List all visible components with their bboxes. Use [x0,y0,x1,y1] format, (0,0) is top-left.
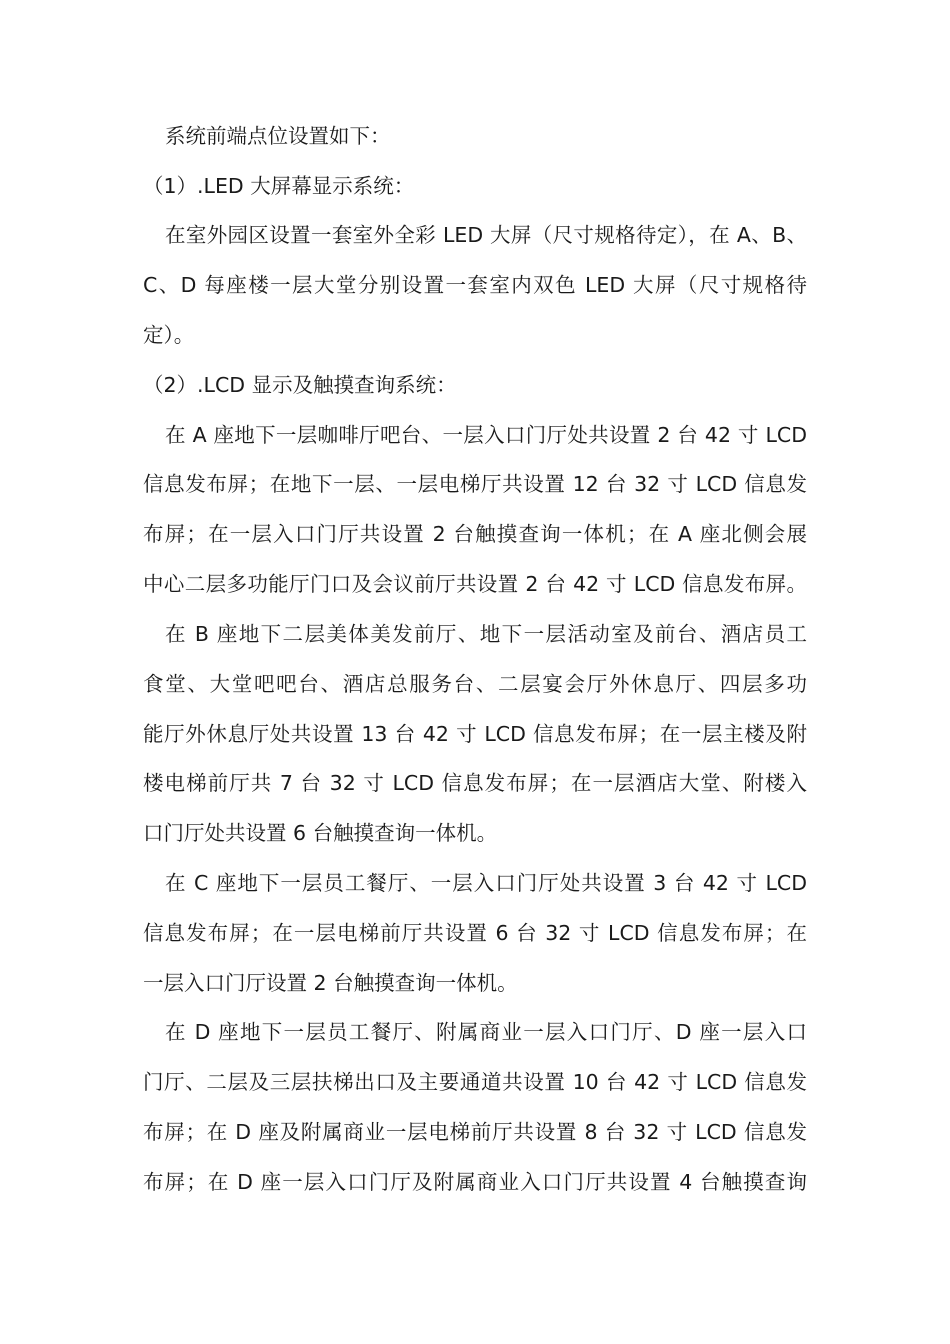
paragraph-line: 在 B 座地下二层美体美发前厅、地下一层活动室及前台、酒店员工 [165,622,807,646]
paragraph-line: 在 A 座地下一层咖啡厅吧台、一层入口门厅处共设置 2 台 42 寸 LCD [165,423,807,447]
paragraph-line: 信息发布屏；在地下一层、一层电梯厅共设置 12 台 32 寸 LCD 信息发 [143,472,807,496]
paragraph-line: 食堂、大堂吧吧台、酒店总服务台、二层宴会厅外休息厅、四层多功 [143,672,807,696]
paragraph-line: C、D 每座楼一层大堂分别设置一套室内双色 LED 大屏（尺寸规格待 [143,273,807,297]
paragraph-line: 门厅、二层及三层扶梯出口及主要通道共设置 10 台 42 寸 LCD 信息发 [143,1070,807,1094]
paragraph-line: 布屏；在 D 座及附属商业一层电梯前厅共设置 8 台 32 寸 LCD 信息发 [143,1120,807,1144]
paragraph-line: 楼电梯前厅共 7 台 32 寸 LCD 信息发布屏；在一层酒店大堂、附楼入 [143,771,807,795]
paragraph-line: 在 C 座地下一层员工餐厅、一层入口门厅处共设置 3 台 42 寸 LCD [165,871,807,895]
paragraph-line: 信息发布屏；在一层电梯前厅共设置 6 台 32 寸 LCD 信息发布屏；在 [143,921,807,945]
paragraph-line: 布屏；在一层入口门厅共设置 2 台触摸查询一体机；在 A 座北侧会展 [143,522,807,546]
paragraph-line: 布屏；在 D 座一层入口门厅及附属商业入口门厅共设置 4 台触摸查询 [143,1170,807,1194]
paragraph-line: 在室外园区设置一套室外全彩 LED 大屏（尺寸规格待定），在 A、B、 [165,223,807,247]
intro-heading: 系统前端点位设置如下： [165,124,391,148]
section-heading-led: （1）.LED 大屏幕显示系统： [143,174,415,198]
paragraph-line: 在 D 座地下一层员工餐厅、附属商业一层入口门厅、D 座一层入口 [165,1020,807,1044]
paragraph-line: 能厅外休息厅处共设置 13 台 42 寸 LCD 信息发布屏；在一层主楼及附 [143,722,807,746]
paragraph-line: 一层入口门厅设置 2 台触摸查询一体机。 [143,971,518,995]
paragraph-line: 中心二层多功能厅门口及会议前厅共设置 2 台 42 寸 LCD 信息发布屏。 [143,572,807,596]
paragraph-line: 定）。 [143,323,195,347]
section-heading-lcd: （2）.LCD 显示及触摸查询系统： [143,373,457,397]
paragraph-line: 口门厅处共设置 6 台触摸查询一体机。 [143,821,498,845]
